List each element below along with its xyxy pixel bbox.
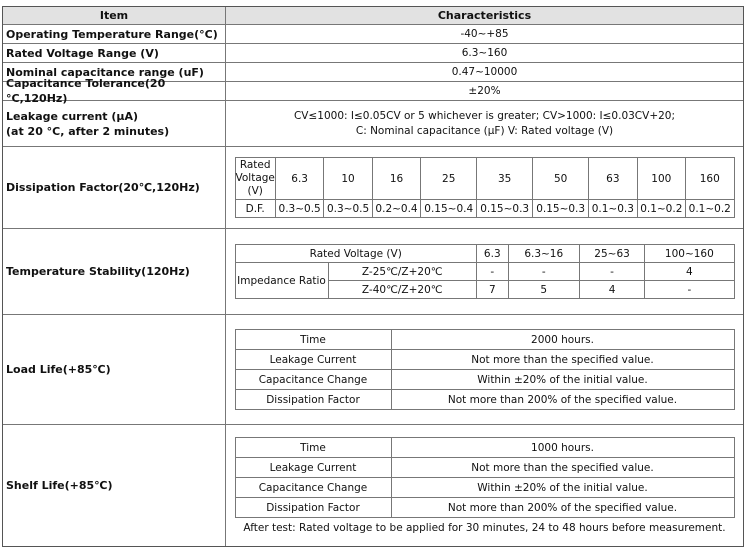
cap-tol-row: [3, 77, 743, 105]
ts-ratio-value: -: [476, 263, 508, 281]
leakage-line-2: C: Nominal capacitance (μF) V: Rated voltage (V): [355, 124, 614, 137]
df-rated-voltage-header: Rated Voltage (V): [235, 158, 275, 200]
temp-stability-value: [226, 229, 743, 314]
sl-param-name: Capacitance Change: [235, 478, 391, 498]
df-voltage: 35: [477, 158, 533, 200]
ts-voltage-range: 6.3: [476, 245, 508, 263]
sl-param-value: 1000 hours.: [391, 438, 734, 458]
header-characteristics: Characteristics: [437, 9, 532, 22]
sl-param-name: Time: [235, 438, 391, 458]
leakage-label: Leakage current (μA) (at 20 °C, after 2 minutes): [3, 101, 226, 146]
df-value: 0.15~0.3: [477, 200, 533, 218]
df-value: 0.1~0.3: [589, 200, 637, 218]
df-voltage: 50: [533, 158, 589, 200]
leakage-row: [3, 101, 743, 147]
df-value: 0.1~0.2: [637, 200, 685, 218]
temp-stability-row: [3, 229, 743, 315]
df-row-header: D.F.: [235, 200, 275, 218]
df-voltage: 25: [421, 158, 477, 200]
dissipation-table: [235, 157, 735, 218]
df-voltage: 6.3: [275, 158, 323, 200]
sl-param-value: Not more than the specified value.: [391, 458, 734, 478]
df-value: 0.15~0.3: [533, 200, 589, 218]
header-row: [3, 7, 743, 25]
ll-param-name: Capacitance Change: [235, 370, 391, 390]
ts-voltage-range: 6.3~16: [508, 245, 579, 263]
ll-param-name: Dissipation Factor: [235, 390, 391, 410]
ll-param-value: Not more than 200% of the specified value.: [391, 390, 734, 410]
sl-param-value: Not more than 200% of the specified value.: [391, 498, 734, 518]
leakage-line-1: CV≤1000: I≤0.05CV or 5 whichever is greater; CV>1000: I≤0.03CV+20;: [293, 109, 676, 122]
dissipation-label: Dissipation Factor(20℃,120Hz): [3, 147, 226, 228]
rated-voltage-row: [3, 44, 743, 63]
df-voltage: 160: [686, 158, 734, 200]
ll-param-name: Leakage Current: [235, 350, 391, 370]
shelf-life-label: Shelf Life(+85℃): [3, 425, 226, 546]
sl-param-name: Leakage Current: [235, 458, 391, 478]
leakage-value: [226, 101, 743, 146]
rated-voltage-label: Rated Voltage Range (V): [3, 44, 226, 62]
ts-impedance-ratio: Impedance Ratio: [235, 263, 328, 299]
ts-ratio-value: -: [508, 263, 579, 281]
temp-stability-label: Temperature Stability(120Hz): [3, 229, 226, 314]
shelf-life-value: [226, 425, 743, 546]
ts-ratio-value: 4: [579, 281, 644, 299]
ts-rated-voltage-header: Rated Voltage (V): [235, 245, 476, 263]
cap-tol-label: Capacitance Tolerance(20 °C,120Hz): [3, 82, 226, 100]
load-life-table: [235, 329, 735, 410]
shelf-life-row: [3, 425, 743, 546]
ts-ratio-value: -: [579, 263, 644, 281]
nominal-cap-label: Nominal capacitance range (uF): [3, 63, 226, 81]
sl-param-value: Within ±20% of the initial value.: [391, 478, 734, 498]
shelf-life-table: [235, 437, 735, 518]
df-value: 0.3~0.5: [324, 200, 372, 218]
op-temp-label: Operating Temperature Range(°C): [3, 25, 226, 43]
df-voltage: 100: [637, 158, 685, 200]
spec-table: [2, 6, 744, 547]
df-value: 0.2~0.4: [372, 200, 420, 218]
ts-ratio-value: 5: [508, 281, 579, 299]
dissipation-row: [3, 147, 743, 229]
df-voltage: 10: [324, 158, 372, 200]
temp-stability-table: [235, 244, 735, 299]
ts-ratio-value: 7: [476, 281, 508, 299]
header-item: Item: [3, 7, 226, 24]
ll-param-value: Within ±20% of the initial value.: [391, 370, 734, 390]
op-temp-value: -40~+85: [460, 28, 509, 40]
ll-param-value: Not more than the specified value.: [391, 350, 734, 370]
df-value: 0.3~0.5: [275, 200, 323, 218]
df-value: 0.15~0.4: [421, 200, 477, 218]
op-temp-row: [3, 25, 743, 44]
df-voltage: 63: [589, 158, 637, 200]
rated-voltage-value: 6.3~160: [461, 47, 508, 59]
dissipation-value: [226, 147, 743, 228]
shelf-life-note: After test: Rated voltage to be applied for 30 minutes, 24 to 48 hours before measurement.: [243, 522, 726, 534]
nominal-cap-value: 0.47~10000: [451, 66, 518, 78]
df-voltage: 16: [372, 158, 420, 200]
ts-voltage-range: 100~160: [645, 245, 734, 263]
ts-voltage-range: 25~63: [579, 245, 644, 263]
sl-param-name: Dissipation Factor: [235, 498, 391, 518]
load-life-label: Load Life(+85℃): [3, 315, 226, 424]
ll-param-value: 2000 hours.: [391, 330, 734, 350]
load-life-value: [226, 315, 743, 424]
ts-ratio-name: Z-40℃/Z+20℃: [328, 281, 476, 299]
ts-ratio-value: -: [645, 281, 734, 299]
cap-tol-value: ±20%: [468, 85, 501, 97]
ll-param-name: Time: [235, 330, 391, 350]
ts-ratio-name: Z-25℃/Z+20℃: [328, 263, 476, 281]
df-value: 0.1~0.2: [686, 200, 734, 218]
load-life-row: [3, 315, 743, 425]
ts-ratio-value: 4: [645, 263, 734, 281]
